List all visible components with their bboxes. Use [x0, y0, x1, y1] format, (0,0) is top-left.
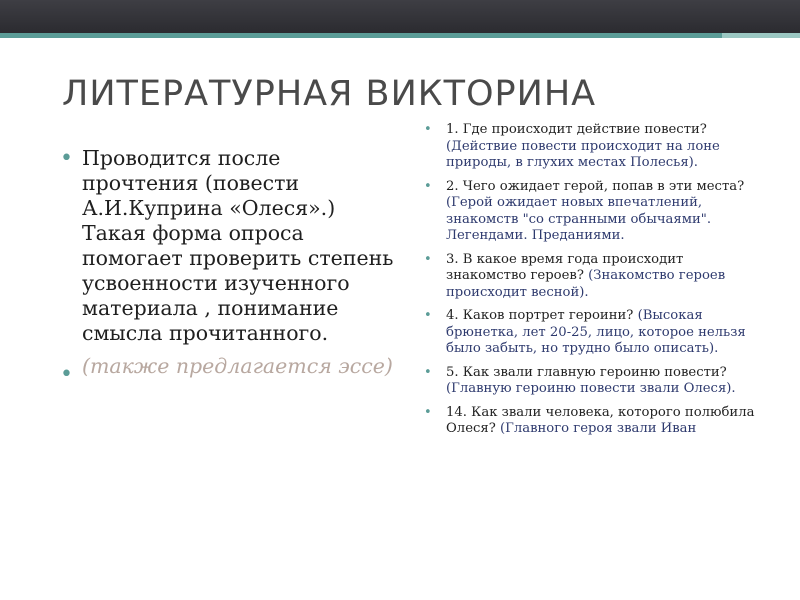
left-italic-note: (также предлагается эссе)	[82, 354, 393, 378]
quiz-item	[424, 122, 764, 172]
bullet-icon: •	[424, 364, 432, 380]
quiz-question: 2. Чего ожидает герой, попав в эти места?	[446, 178, 745, 194]
quiz-answer: (Действие повести происходит на лоне природы, в глухих местах Полесья).	[446, 138, 720, 170]
quiz-answer: (Высокая брюнетка, лет 20-25, лицо, которое нельзя было забыть, но трудно было описать).	[446, 308, 746, 356]
quiz-question-list	[424, 122, 764, 445]
quiz-question: 1. Где происходит действие повести?	[446, 122, 707, 137]
quiz-item	[424, 365, 764, 398]
bullet-icon: •	[424, 251, 432, 267]
quiz-answer: (Главного героя звали Иван	[499, 421, 697, 436]
bullet-icon: •	[60, 146, 73, 171]
quiz-item	[424, 252, 764, 302]
top-bar	[0, 0, 800, 33]
quiz-answer: (Главную героиню повести звали Олеся).	[446, 381, 736, 396]
bullet-icon: •	[424, 178, 432, 194]
bullet-icon: •	[424, 308, 432, 323]
quiz-question: 5. Как звали главную героиню повести?	[446, 364, 727, 380]
quiz-answer: (Герой ожидает новых впечатлений, знакомств "со странными обычаями". Легендами. Преданиями.	[446, 195, 712, 243]
quiz-item	[424, 405, 764, 438]
quiz-item	[424, 308, 764, 358]
top-accent-stripe	[0, 33, 800, 38]
slide-title: ЛИТЕРАТУРНАЯ ВИКТОРИНА	[62, 74, 597, 114]
quiz-item	[424, 179, 764, 245]
quiz-question: 4. Каков портрет героини?	[446, 308, 638, 323]
bullet-icon: •	[424, 122, 432, 137]
left-bullet-item-italic	[58, 354, 403, 387]
quiz-question: 3. В какое время года происходит знакомство героев?	[446, 251, 684, 283]
bullet-icon: •	[424, 404, 432, 420]
left-main-text: Проводится после прочтения (повести А.И.Куприна «Олеся».) Такая форма опроса помогает проверить степень усвоенности изученного материала , понимание смысла прочитанного.	[82, 146, 394, 345]
left-bullet-item-main	[58, 146, 403, 346]
left-column	[58, 146, 403, 387]
top-accent-stripe-light	[722, 33, 800, 38]
quiz-answer: (Знакомство героев происходит весной).	[446, 268, 726, 300]
quiz-question: 14. Как звали человека, которого полюбила Олеся?	[446, 404, 755, 436]
bullet-icon: •	[60, 362, 73, 387]
